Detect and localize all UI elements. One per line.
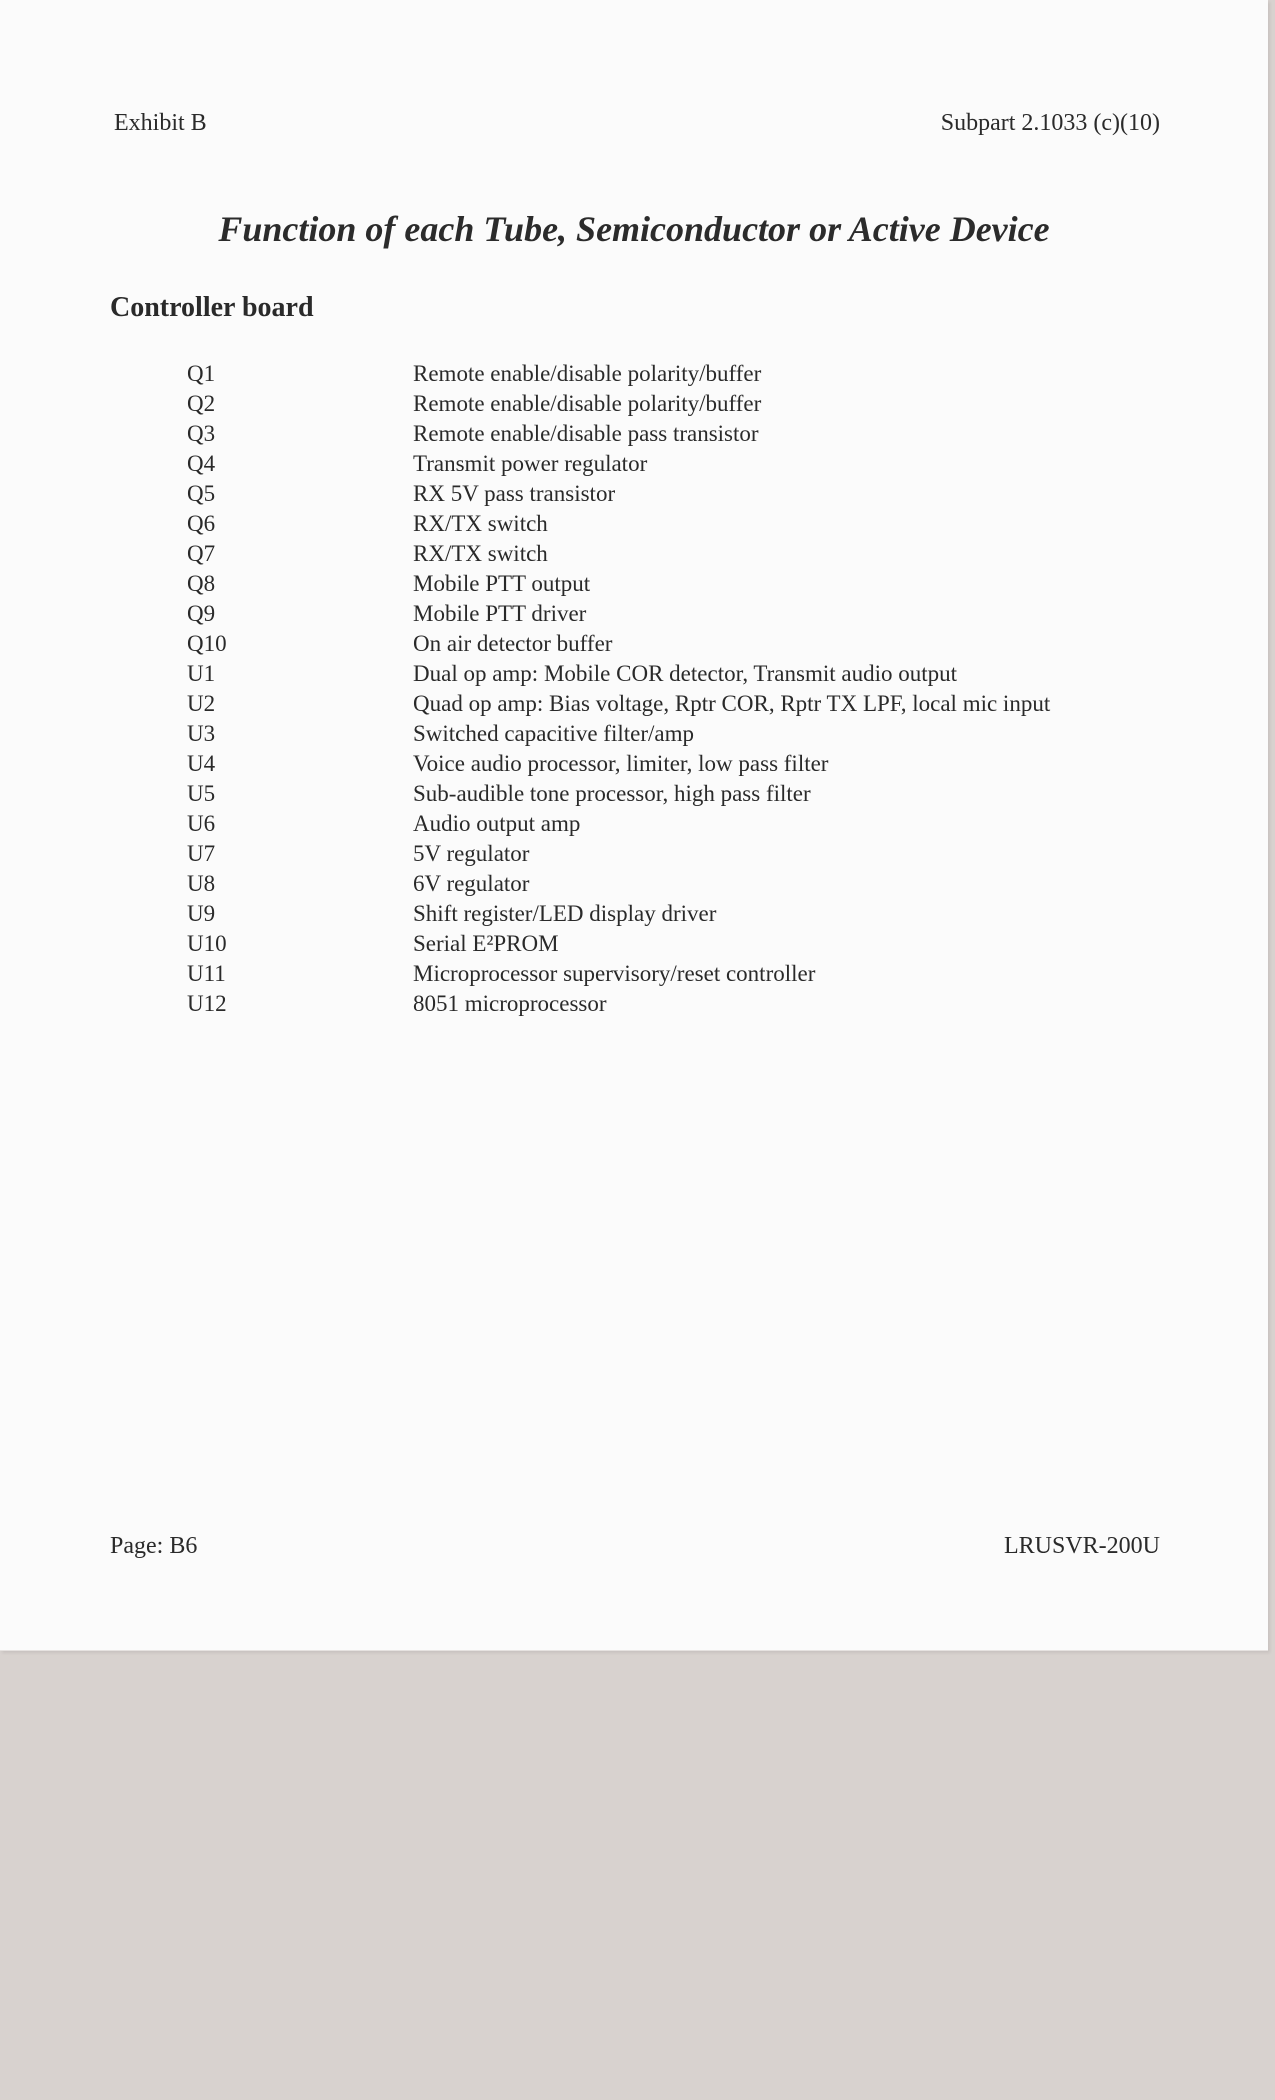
device-function: On air detector buffer [413, 631, 613, 656]
device-row [187, 719, 1050, 749]
device-function: RX/TX switch [413, 511, 548, 536]
device-row [187, 509, 1050, 539]
device-list [187, 359, 1050, 1019]
device-function: Remote enable/disable pass transistor [413, 421, 759, 446]
device-function: RX 5V pass transistor [413, 481, 616, 506]
device-id: Q2 [187, 391, 216, 416]
exhibit-label: Exhibit B [114, 110, 207, 136]
device-id: Q5 [187, 481, 216, 506]
device-row [187, 479, 1050, 509]
device-id: Q9 [187, 601, 216, 626]
device-function: Quad op amp: Bias voltage, Rptr COR, Rptr TX LPF, local mic input [413, 691, 1051, 716]
model-number: LRUSVR-200U [1003, 1533, 1160, 1559]
device-row [187, 929, 1050, 959]
device-id: Q10 [187, 631, 227, 656]
device-row [187, 749, 1050, 779]
subpart-reference: Subpart 2.1033 (c)(10) [940, 110, 1160, 136]
device-row [187, 569, 1050, 599]
device-function: Sub-audible tone processor, high pass filter [413, 781, 811, 806]
device-function: Dual op amp: Mobile COR detector, Transmit audio output [413, 661, 958, 686]
device-row [187, 359, 1050, 389]
device-row [187, 959, 1050, 989]
device-function: Remote enable/disable polarity/buffer [413, 391, 762, 416]
device-function: Audio output amp [413, 811, 581, 836]
device-function: Mobile PTT driver [413, 601, 587, 626]
device-function: RX/TX switch [413, 541, 548, 566]
device-id: U8 [187, 871, 216, 896]
device-id: Q3 [187, 421, 216, 446]
device-id: U1 [187, 661, 216, 686]
device-row [187, 449, 1050, 479]
device-function: Serial E²PROM [413, 931, 559, 956]
device-id: U2 [187, 691, 216, 716]
device-id: U7 [187, 841, 216, 866]
device-function: 8051 microprocessor [413, 991, 607, 1016]
device-id: U10 [187, 931, 227, 956]
section-heading: Controller board [110, 292, 314, 323]
page-title: Function of each Tube, Semiconductor or Active Device [218, 209, 1050, 249]
device-row [187, 599, 1050, 629]
device-id: Q7 [187, 541, 216, 566]
device-row [187, 869, 1050, 899]
device-id: U5 [187, 781, 216, 806]
device-id: Q4 [187, 451, 216, 476]
device-id: U11 [187, 961, 226, 986]
device-row [187, 419, 1050, 449]
device-row [187, 539, 1050, 569]
device-row [187, 629, 1050, 659]
device-function: Transmit power regulator [413, 451, 648, 476]
device-function: 5V regulator [413, 841, 530, 866]
device-id: U12 [187, 991, 227, 1016]
device-function: Microprocessor supervisory/reset controller [413, 961, 816, 986]
device-id: U9 [187, 901, 216, 926]
device-function: Voice audio processor, limiter, low pass filter [413, 751, 829, 776]
device-row [187, 809, 1050, 839]
device-id: U6 [187, 811, 216, 836]
device-row [187, 389, 1050, 419]
device-function: Mobile PTT output [413, 571, 591, 596]
device-row [187, 899, 1050, 929]
page-number: Page: B6 [110, 1533, 198, 1559]
device-id: U4 [187, 751, 216, 776]
device-row [187, 689, 1050, 719]
device-function: 6V regulator [413, 871, 530, 896]
device-id: Q1 [187, 361, 216, 386]
device-row [187, 989, 1050, 1019]
device-id: U3 [187, 721, 216, 746]
device-function: Shift register/LED display driver [413, 901, 717, 926]
device-row [187, 659, 1050, 689]
device-row [187, 839, 1050, 869]
device-function: Switched capacitive filter/amp [413, 721, 694, 746]
device-id: Q8 [187, 571, 216, 596]
device-row [187, 779, 1050, 809]
device-function: Remote enable/disable polarity/buffer [413, 361, 762, 386]
device-id: Q6 [187, 511, 216, 536]
